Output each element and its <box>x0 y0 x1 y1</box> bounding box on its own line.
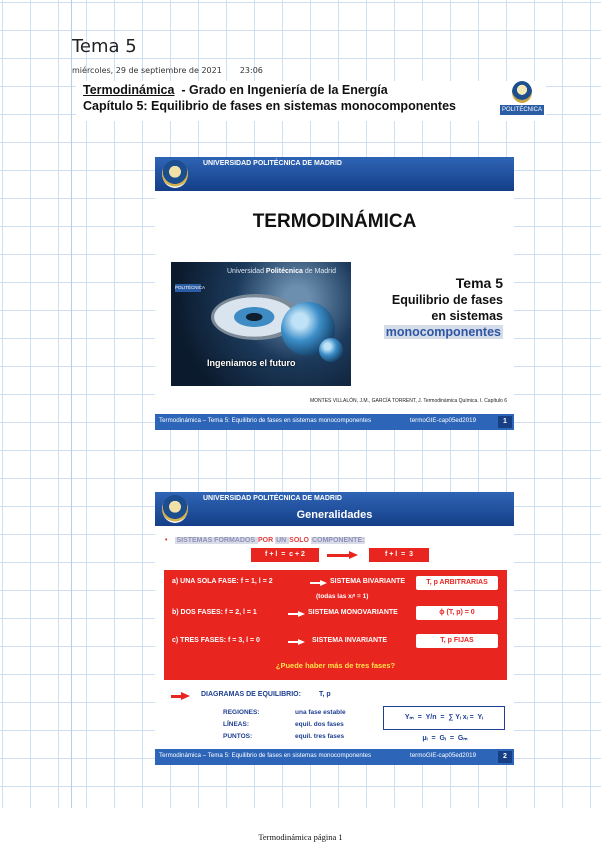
case-c-result: SISTEMA INVARIANTE <box>312 637 388 644</box>
page-margin-line <box>71 0 72 808</box>
slide-1-title-line: monocomponentes <box>385 325 501 339</box>
slide-2-title: Generalidades <box>296 509 373 521</box>
subtitle-part: COMPONENTE: <box>311 537 365 544</box>
case-c-label: c) TRES FASES: f = 3, l = 0 <box>172 637 260 644</box>
arrow-head-icon <box>181 692 190 700</box>
case-b-box: ϕ (T, p) = 0 <box>416 606 498 620</box>
photo-brand-bold: Politécnica <box>265 268 303 275</box>
upm-logo-text: POLITÉCNICA <box>501 107 542 113</box>
case-a-result: SISTEMA BIVARIANTE <box>330 578 406 585</box>
chapter-title: Capítulo 5: Equilibrio de fases en sistemas monocomponentes <box>83 99 456 113</box>
arrow-head-icon <box>298 639 305 645</box>
slide-1-reference: MONTES VILLALÓN, J.M., GARCÍA TORRENT, J. Termodinámica Química. I. Capítulo 6 <box>309 398 507 404</box>
photo-brand-prefix: Universidad <box>227 268 266 275</box>
arrow-head-icon <box>349 551 358 559</box>
case-a-note: (todas las xᵢᵅ = 1) <box>316 593 369 600</box>
slide-2 <box>155 492 514 765</box>
regions-label: REGIONES: <box>223 709 260 716</box>
page-footer: Termodinámica página 1 <box>258 832 343 842</box>
case-c-box: T, p FIJAS <box>416 634 498 648</box>
document-header <box>76 81 546 121</box>
chemical-potential-formula: μᵢ = Gᵢ = Gₘ <box>422 735 468 742</box>
arrow-head-icon <box>320 580 327 586</box>
page-bottom-area <box>0 808 601 848</box>
case-a-label: a) UNA SOLA FASE: f = 1, l = 2 <box>172 578 273 585</box>
subtitle-part: SISTEMAS FORMADOS <box>176 537 257 544</box>
page-time: 23:06 <box>239 66 263 75</box>
slide-2-subtitle <box>165 537 365 544</box>
subtitle-part: UN <box>276 537 289 544</box>
molar-property-formula: Yₘ = Y/n = ∑ Yᵢ xᵢ = Yᵢ <box>383 706 505 730</box>
university-name: UNIVERSIDAD POLITÉCNICA DE MADRID <box>203 160 342 167</box>
diagrams-label: DIAGRAMAS DE EQUILIBRIO: <box>201 691 301 698</box>
arrow-right-icon <box>327 554 351 557</box>
course-title <box>83 83 388 97</box>
slide-1-title-line: en sistemas <box>431 309 503 323</box>
page-title[interactable]: Tema 5 <box>72 36 137 57</box>
phase-rule-general: f + l = c + 2 <box>251 548 319 562</box>
slide-1-header-bar <box>155 157 514 191</box>
slide-1-tema: Tema 5 <box>455 275 503 291</box>
points-value: equil. tres fases <box>295 733 345 740</box>
phase-rule-single-component: f + l = 3 <box>369 548 429 562</box>
equilibrium-diagrams <box>201 691 331 698</box>
slide-1-footer-bar <box>155 414 514 430</box>
photo-badge: POLITÉCNICA <box>175 285 206 290</box>
subtitle-part: POR <box>257 537 276 544</box>
page-timestamp <box>72 66 263 75</box>
lines-label: LÍNEAS: <box>223 721 249 728</box>
case-b-result: SISTEMA MONOVARIANTE <box>308 609 398 616</box>
bullet-icon: • <box>165 537 168 544</box>
case-b-label: b) DOS FASES: f = 2, l = 1 <box>172 609 257 616</box>
slide-number: 1 <box>498 416 512 428</box>
slide-2-footer-bar <box>155 749 514 765</box>
slide-1-title-highlight <box>360 325 503 339</box>
arrow-head-icon <box>298 611 305 617</box>
slide-number: 2 <box>498 751 512 763</box>
photo-brand <box>227 268 336 275</box>
course-name: Termodinámica <box>83 83 175 97</box>
phase-cases-box <box>164 570 507 680</box>
slide-footer-text: Termodinámica – Tema 5: Equilibrio de fases en sistemas monocomponentes <box>159 752 372 759</box>
lines-value: equil. dos fases <box>295 721 344 728</box>
photo-brand-suffix: de Madrid <box>302 268 336 275</box>
slide-1-title-line: Equilibrio de fases <box>391 293 503 307</box>
page-date: miércoles, 29 de septiembre de 2021 <box>72 66 222 75</box>
cover-photo <box>171 262 351 386</box>
slide-1-main-title: TERMODINÁMICA <box>252 211 417 232</box>
points-label: PUNTOS: <box>223 733 253 740</box>
regions-value: una fase estable <box>295 709 346 716</box>
diagrams-vars: T, p <box>318 691 331 698</box>
slide-code: termoGIE-cap05ed2019 <box>410 752 477 759</box>
university-name: UNIVERSIDAD POLITÉCNICA DE MADRID <box>203 495 342 502</box>
upm-seal-icon <box>512 81 532 103</box>
phases-question: ¿Puede haber más de tres fases? <box>275 661 396 670</box>
slide-footer-text: Termodinámica – Tema 5: Equilibrio de fases en sistemas monocomponentes <box>159 417 372 424</box>
slide-code: termoGIE-cap05ed2019 <box>410 417 477 424</box>
upm-seal-icon <box>162 160 188 188</box>
slide-1 <box>155 157 514 430</box>
upm-logo <box>500 81 544 117</box>
globe-small-image <box>319 338 343 362</box>
subtitle-part: SOLO <box>289 537 311 544</box>
photo-tagline: Ingeniamos el futuro <box>207 358 296 368</box>
case-a-box: T, p ARBITRARIAS <box>416 576 498 590</box>
course-degree: - Grado en Ingeniería de la Energía <box>174 83 388 97</box>
